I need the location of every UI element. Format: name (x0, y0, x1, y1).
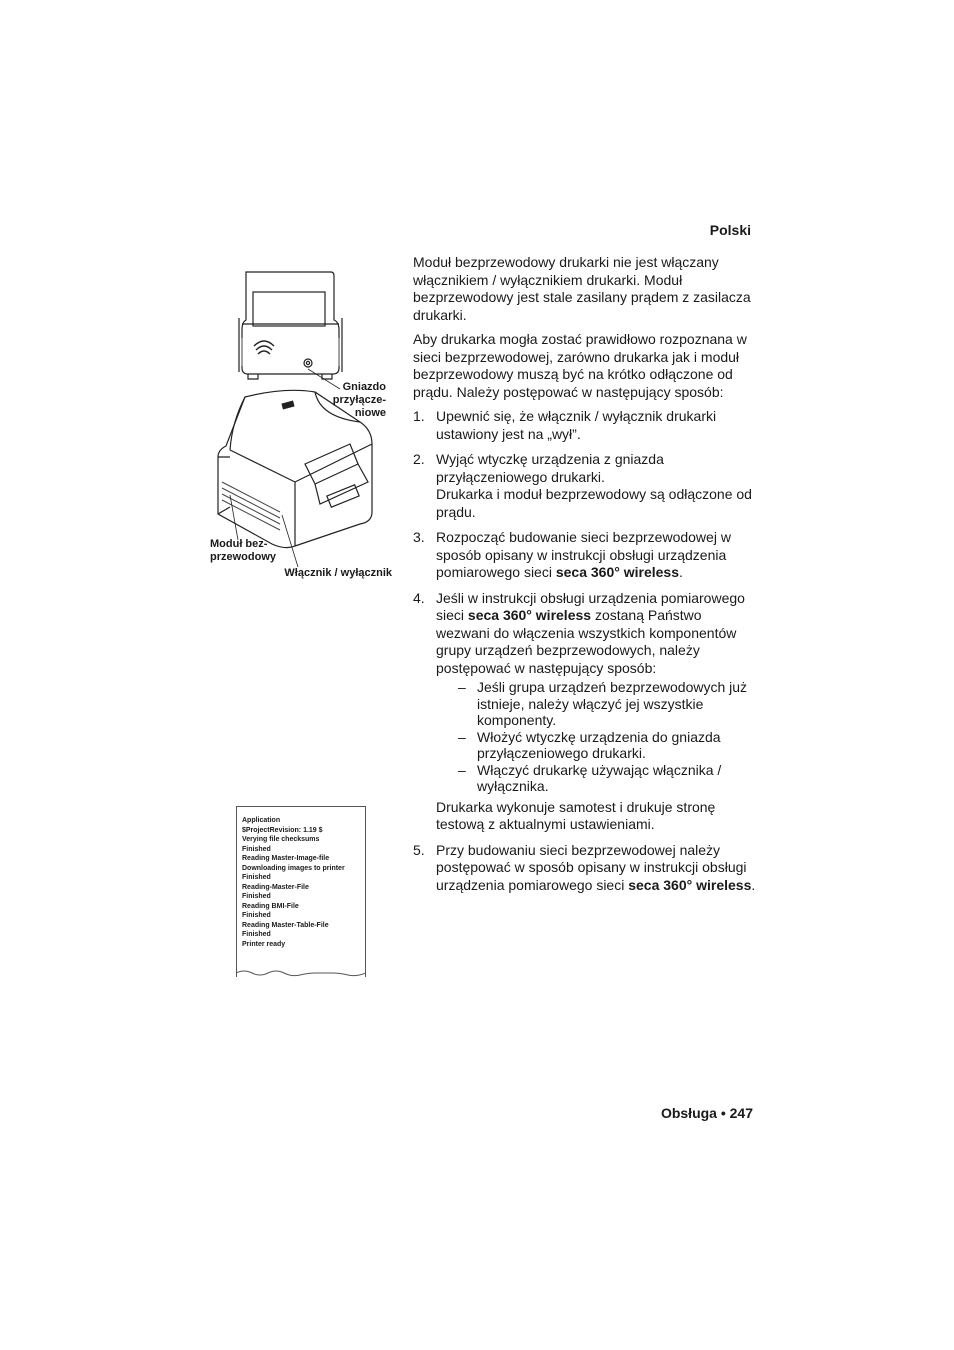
page-footer: Obsługa • 247 (660, 1105, 753, 1121)
sub-step: – Jeśli grupa urządzeń bezprzewodowych już istnieje, należy włączyć jej wszystkie komponenty. (458, 679, 748, 728)
printer-rear-view-illustration (236, 268, 346, 380)
receipt-line: Finished (242, 912, 271, 919)
receipt-line: Reading Master-Table-File (242, 921, 329, 929)
receipt-line: Printer ready (242, 940, 286, 948)
product-name: seca 360° wireless (628, 876, 752, 893)
receipt-torn-edge (236, 967, 366, 981)
instructions-column (413, 254, 758, 902)
receipt-line: Finished (242, 931, 271, 938)
step-4 (413, 590, 758, 834)
product-name: seca 360° wireless (467, 607, 592, 623)
receipt-line: Reading Master-Image-file (242, 855, 330, 862)
step-number: 3. (413, 529, 425, 545)
step-3 (413, 529, 758, 582)
step-text: Rozpocząć budowanie sieci bezprzewodowej w sposób opisany w instrukcji obsługi urządzenia pomiarowego sieci seca 360° wireless. (436, 529, 731, 580)
wireless-module-label: Moduł bez- przewodowy (210, 538, 277, 563)
step-number: 2. (413, 451, 425, 467)
test-printout-receipt (236, 806, 366, 977)
receipt-line: Downloading images to printer (242, 864, 345, 872)
sub-step: – Włożyć wtyczkę urządzenia do gniazda przyłączeniowego drukarki. (458, 728, 721, 761)
step-number: 1. (413, 408, 425, 424)
wireless-icon (254, 341, 274, 354)
socket-label: Gniazdo przyłącze- niowe (332, 381, 386, 419)
step-note: Drukarka i moduł bezprzewodowy są odłączone od prądu. (436, 486, 752, 520)
step-number: 5. (413, 841, 425, 858)
receipt-line: Finished (242, 874, 271, 881)
step-text: Przy budowaniu sieci bezprzewodowej należy postępować w sposób opisany w instrukcji obsługi urządzenia pomiarowego sieci seca 360° wireless. (436, 841, 756, 893)
receipt-line: Application (242, 817, 281, 824)
step-number: 4. (413, 589, 425, 606)
step-text: Upewnić się, że włącznik / wyłącznik drukarki ustawiony jest na „wył”. (436, 408, 717, 442)
step-1 (413, 408, 758, 443)
receipt-line: Verying file checksums (242, 836, 320, 843)
step-note: Drukarka wykonuje samotest i drukuje stronę testową z aktualnymi ustawieniami. (436, 798, 716, 832)
intro-paragraph-1: Moduł bezprzewodowy drukarki nie jest włączany włącznikiem / wyłącznikiem drukarki. Moduł bezprzewodowy jest stale zasilany prądem z zasilacza drukarki. (413, 254, 751, 323)
language-heading: Polski (709, 222, 751, 238)
step-text: Wyjąć wtyczkę urządzenia z gniazda przyłączeniowego drukarki. (436, 451, 664, 485)
receipt-line: Finished (242, 893, 271, 900)
receipt-line: Reading BMI-File (242, 902, 299, 910)
step-5 (413, 842, 758, 895)
receipt-line: Finished (242, 845, 271, 853)
product-name: seca 360° wireless (555, 564, 679, 580)
step-text: Jeśli w instrukcji obsługi urządzenia pomiarowego sieci seca 360° wireless zostaną Państwo wezwani do włączenia wszystkich komponentów grupy urządzeń bezprzewodowych, należy postępować w następujący sposób: (436, 589, 745, 676)
receipt-lines (242, 816, 345, 949)
intro-paragraph-2: Aby drukarka mogła zostać prawidłowo rozpoznana w sieci bezprzewodowej, zarówno drukarka jak i moduł bezprzewodowy muszą być na krótko odłączone od prądu. Należy postępować w następujący sposób: (413, 331, 747, 400)
sub-steps-list (436, 679, 758, 795)
sub-step: – Włączyć drukarkę używając włącznika / wyłącznika. (458, 761, 722, 794)
receipt-line: Reading-Master-File (242, 883, 309, 891)
receipt-line: $ProjectRevision: 1.19 $ (242, 826, 323, 834)
power-switch-label: Włącznik / wyłącznik (284, 567, 392, 579)
step-2 (413, 451, 758, 521)
